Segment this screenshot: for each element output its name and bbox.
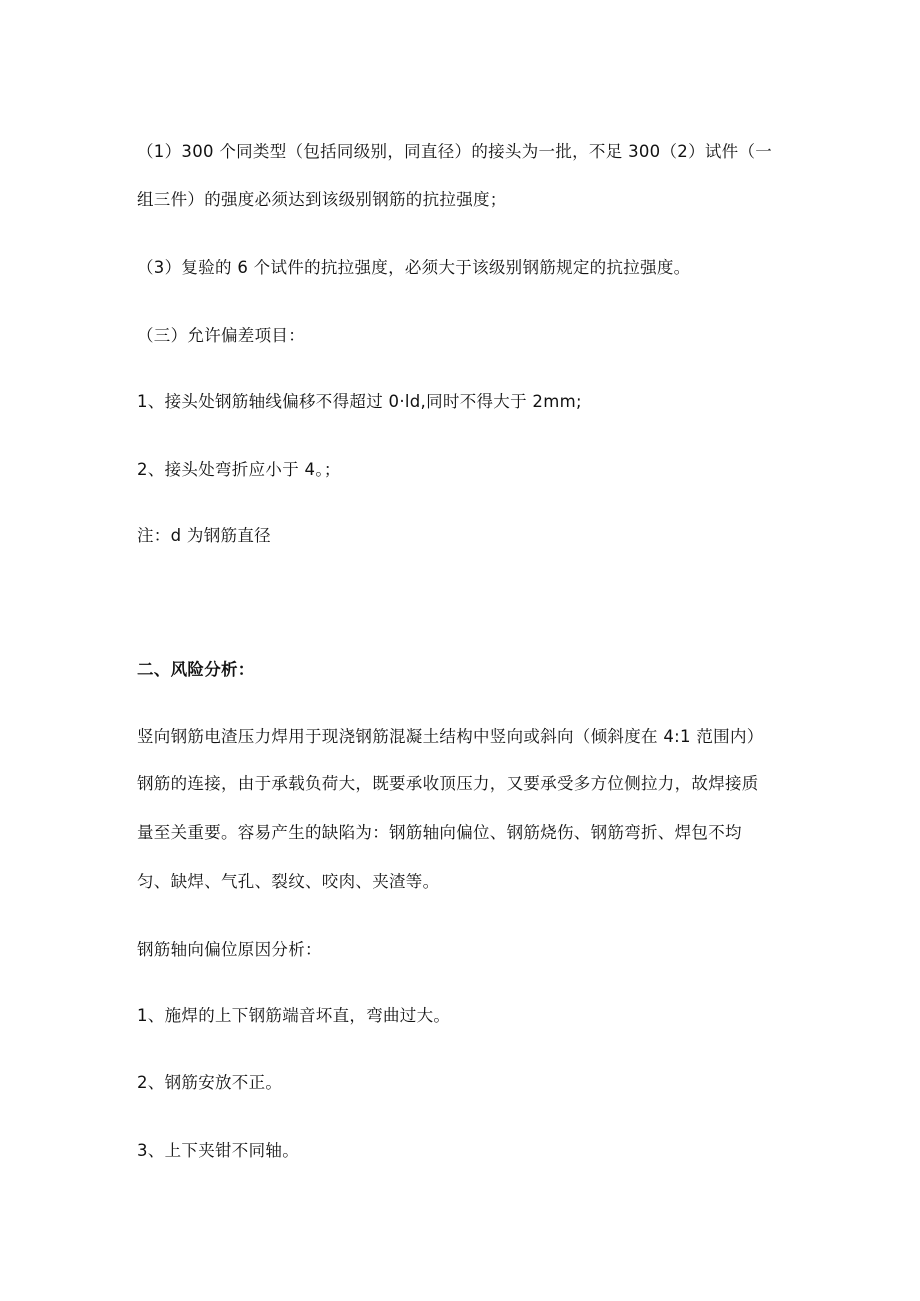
cause-item-3: 3、上下夹钳不同轴。: [137, 1141, 299, 1160]
tolerance-title: （三）允许偏差项目：: [137, 326, 305, 345]
risk-paragraph-line-4: 匀、缺焊、气孔、裂纹、咬肉、夹渣等。: [137, 872, 440, 891]
requirement-item-1-line-2: 组三件）的强度必须达到该级别钢筋的抗拉强度；: [137, 190, 507, 209]
cause-item-1: 1、施焊的上下钢筋端音坏直，弯曲过大。: [137, 1006, 451, 1025]
tolerance-item-2: 2、接头处弯折应小于 4。；: [137, 460, 341, 479]
cause-analysis-title: 钢筋轴向偏位原因分析：: [137, 940, 322, 959]
requirement-item-1-line-1: （1）300 个同类型（包括同级别，同直径）的接头为一批，不足 300（2）试件（一: [137, 142, 773, 161]
risk-paragraph-line-2: 钢筋的连接，由于承载负荷大，既要承收顶压力，又要承受多方位侧拉力，故焊接质: [137, 774, 759, 793]
requirement-item-3: （3）复验的 6 个试件的抗拉强度，必须大于该级别钢筋规定的抗拉强度。: [137, 258, 691, 277]
risk-paragraph-line-1: 竖向钢筋电渣压力焊用于现浇钢筋混凝土结构中竖向或斜向（倾斜度在 4:1 范围内）: [137, 727, 764, 746]
tolerance-item-1: 1、接头处钢筋轴线偏移不得超过 0·ld,同时不得大于 2mm;: [137, 392, 582, 411]
risk-analysis-heading: 二、风险分析：: [137, 660, 255, 679]
risk-paragraph-line-3: 量至关重要。容易产生的缺陷为：钢筋轴向偏位、钢筋烧伤、钢筋弯折、焊包不均: [137, 823, 742, 842]
tolerance-note: 注：d 为钢筋直径: [137, 526, 271, 545]
cause-item-2: 2、钢筋安放不正。: [137, 1073, 283, 1092]
